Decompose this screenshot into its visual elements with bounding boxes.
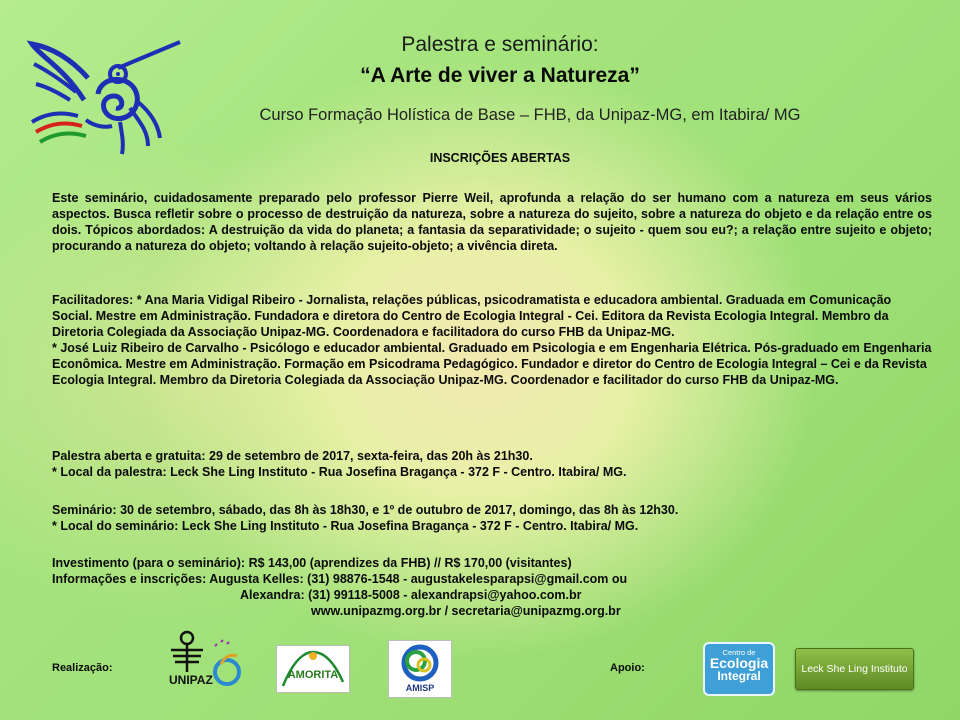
cei-logo-mid-text: Integral (717, 669, 761, 683)
leck-she-ling-label: Leck She Ling Instituto (801, 662, 908, 675)
title-line-1: Palestra e seminário: (401, 33, 599, 56)
amisp-logo-text: AMISP (405, 683, 435, 693)
lecture-date: Palestra aberta e gratuita: 29 de setembro de 2017, sexta-feira, das 20h às 21h30. (52, 449, 533, 463)
contact-alexandra: Alexandra: (31) 99118-5008 - alexandrapsi@yahoo.com.br (240, 588, 582, 602)
amisp-logo (388, 640, 452, 698)
organizer-label: Realização: (52, 662, 113, 674)
support-label: Apoio: (610, 662, 645, 674)
cei-logo-big-text: Ecologia (709, 655, 769, 671)
investment-line: Investimento (para o seminário): R$ 143,00 (aprendizes da FHB) // R$ 170,00 (visitantes) (52, 556, 572, 570)
leck-she-ling-button[interactable] (795, 648, 914, 690)
lecture-section (52, 448, 932, 480)
facilitators-section (52, 292, 932, 388)
amorita-logo (276, 645, 350, 693)
facilitator-1: Facilitadores: * Ana Maria Vidigal Ribeiro - Jornalista, relações públicas, psicodramatista e educadora ambiental. Graduada em Comunicação Social. Mestre em Administração. Fundadora e diretora do Centro de Ecologia Integral - Cei. Editora da Revista Ecologia Integral. Membro da Diretoria Colegiada da Associação Unipaz-MG. Coordenadora e facilitadora do curso FHB da Unipaz-MG. (52, 293, 892, 339)
hummingbird-logo-icon (26, 38, 182, 156)
seminar-location: * Local do seminário: Leck She Ling Instituto - Rua Josefina Bragança - 372 F - Centro. Itabira/ MG. (52, 519, 639, 533)
registrations-open-heading: INSCRIÇÕES ABERTAS (429, 151, 571, 165)
cei-logo (703, 642, 775, 696)
seminar-date: Seminário: 30 de setembro, sábado, das 8h às 18h30, e 1º de outubro de 2017, domingo, das 8h às 12h30. (52, 503, 679, 517)
amorita-logo-text: AMORITA (287, 669, 339, 681)
contact-line: Informações e inscrições: Augusta Kelles: (31) 98876-1548 - augustakelesparapsi@gmail.com ou (52, 572, 628, 586)
pricing-contact-section (52, 555, 932, 619)
seminar-section (52, 502, 932, 534)
course-subtitle: Curso Formação Holística de Base – FHB, da Unipaz-MG, em Itabira/ MG (259, 106, 801, 124)
seminar-description: Este seminário, cuidadosamente preparado pelo professor Pierre Weil, aprofunda a relação do ser humano com a natureza em seus vários aspectos. Busca refletir sobre o processo de destruição da natureza, sobre a natureza do sujeito, sobre a natureza do objeto e da relação entre os dois. Tópicos abordados: A destruição da vida do planeta; a fantasia da separatividade; o sujeito - quem sou eu?; a relação entre sujeito e objeto; procurando a natureza do objeto; voltando à relação sujeito-objeto; a vivência direta. (52, 191, 932, 253)
unipaz-logo-text: UNIPAZ (169, 673, 213, 687)
title-line-2: “A Arte de viver a Natureza” (360, 64, 640, 87)
unipaz-logo (165, 628, 245, 692)
websites-line: www.unipazmg.org.br / secretaria@unipazmg.org.br (311, 604, 621, 618)
lecture-location: * Local da palestra: Leck She Ling Instituto - Rua Josefina Bragança - 372 F - Centro. Itabira/ MG. (52, 465, 627, 479)
facilitator-2: * José Luiz Ribeiro de Carvalho - Psicólogo e educador ambiental. Graduado em Psicologia e em Engenharia Elétrica. Pós-graduado em Engenharia Econômica. Mestre em Administração. Formação em Psicodrama Pedagógico. Fundador e diretor do Centro de Ecologia Integral – Cei e da Revista Ecologia Integral. Membro da Diretoria Colegiada da Associação Unipaz-MG. Coordenador e facilitador do curso FHB da Unipaz-MG. (52, 341, 932, 387)
cei-logo-small-text: Centro de (722, 648, 756, 657)
